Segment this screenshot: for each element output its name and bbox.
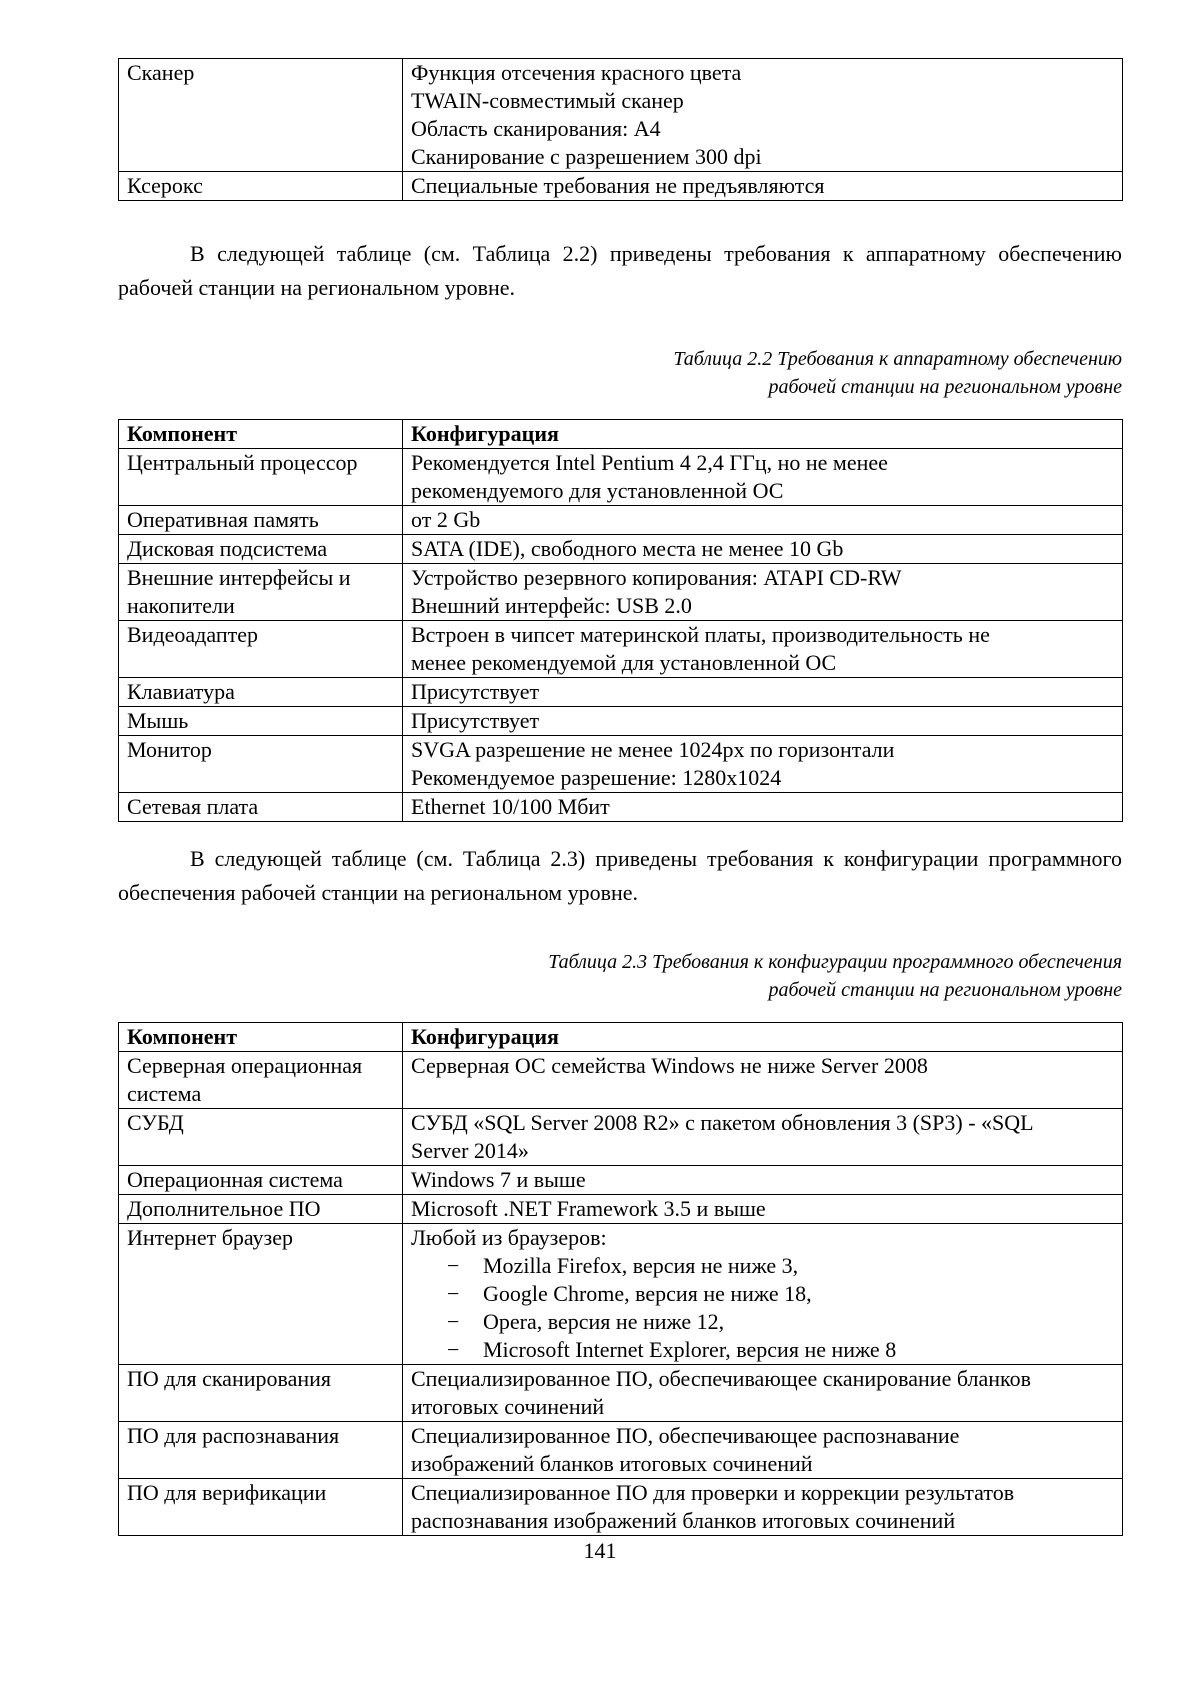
- cell-line: Специализированное ПО для проверки и коррекции результатов: [411, 1480, 1015, 1505]
- cell-line: ПО для сканирования: [127, 1366, 332, 1391]
- config-cell: [403, 1166, 1123, 1195]
- cell-line: ПО для верификации: [127, 1480, 327, 1505]
- config-cell: [403, 1052, 1123, 1109]
- list-item-text: Google Chrome, версия не ниже 18,: [483, 1281, 812, 1306]
- cell-line: Дисковая подсистема: [127, 536, 328, 561]
- cell-line: Дополнительное ПО: [127, 1196, 321, 1221]
- cell-line: Присутствует: [411, 679, 540, 704]
- table-row: [119, 535, 1123, 564]
- cell-line: SATA (IDE), свободного места не менее 10 Gb: [411, 536, 844, 561]
- cell-line: Сканирование с разрешением 300 dpi: [411, 144, 762, 169]
- config-cell: [403, 1365, 1123, 1422]
- cell-line: Оперативная память: [127, 507, 319, 532]
- cell-line: Microsoft .NET Framework 3.5 и выше: [411, 1196, 766, 1221]
- list-item-text: Microsoft Internet Explorer, версия не ниже 8: [483, 1337, 897, 1362]
- cell-line: Монитор: [127, 737, 212, 762]
- cell-line: СУБД «SQL Server 2008 R2» с пакетом обновления 3 (SP3) - «SQL: [411, 1110, 1034, 1135]
- cell-line: менее рекомендуемой для установленной ОС: [411, 650, 837, 675]
- cell-line: Сетевая плата: [127, 794, 259, 819]
- list-item: [411, 1336, 1114, 1364]
- component-cell: [119, 1052, 403, 1109]
- config-cell: [403, 1224, 1123, 1365]
- cell-line: Windows 7 и выше: [411, 1167, 586, 1192]
- component-cell: [119, 707, 403, 736]
- cell-line: Область сканирования: А4: [411, 116, 661, 141]
- config-cell: [403, 678, 1123, 707]
- table-row: [119, 1365, 1123, 1422]
- table-row: [119, 1052, 1123, 1109]
- config-cell: [403, 506, 1123, 535]
- cell-line: Центральный процессор: [127, 450, 358, 475]
- paragraph-intro-table-2-3: В следующей таблице (см. Таблица 2.3) приведены требования к конфигурации программного обеспечения рабочей станции на региональном уровне.: [118, 846, 1122, 905]
- cell-line: изображений бланков итоговых сочинений: [411, 1451, 813, 1476]
- dash-bullet: −: [447, 1309, 460, 1334]
- cell-line: система: [127, 1081, 202, 1106]
- caption-line: Таблица 2.2 Требования к аппаратному обеспечению: [673, 348, 1122, 370]
- cell-line: SVGA разрешение не менее 1024px по горизонтали: [411, 737, 895, 762]
- config-cell: [403, 1422, 1123, 1479]
- table-row: [119, 1109, 1123, 1166]
- table-row: [119, 793, 1123, 822]
- config-cell: [403, 707, 1123, 736]
- table-2-2-hardware: [118, 419, 1123, 822]
- caption-line: рабочей станции на региональном уровне: [768, 979, 1122, 1001]
- table-row: [119, 1224, 1123, 1365]
- list-item-text: Opera, версия не ниже 12,: [483, 1309, 725, 1334]
- component-cell: [119, 449, 403, 506]
- component-cell: [119, 621, 403, 678]
- list-item: [411, 1280, 1114, 1308]
- component-cell: [119, 1422, 403, 1479]
- cell-line: рекомендуемого для установленной ОС: [411, 478, 784, 503]
- table-row: [119, 506, 1123, 535]
- component-cell: [119, 736, 403, 793]
- dash-bullet: −: [447, 1253, 460, 1278]
- cell-line: СУБД: [127, 1110, 184, 1135]
- cell-line: Рекомендуемое разрешение: 1280x1024: [411, 765, 782, 790]
- config-cell: [403, 449, 1123, 506]
- table-header-row: [119, 420, 1123, 449]
- cell-line: накопители: [127, 593, 235, 618]
- header-config: Конфигурация: [403, 420, 1123, 449]
- cell-text: Сканер: [127, 60, 195, 85]
- table-2-2-caption: [118, 345, 1122, 401]
- cell-line: Серверная ОС семейства Windows не ниже Server 2008: [411, 1053, 928, 1078]
- component-cell: [119, 678, 403, 707]
- component-cell: [119, 1166, 403, 1195]
- table-row: [119, 678, 1123, 707]
- config-cell: [403, 535, 1123, 564]
- list-item-text: Mozilla Firefox, версия не ниже 3,: [483, 1253, 799, 1278]
- component-cell: [119, 535, 403, 564]
- browser-list: [411, 1252, 1114, 1364]
- cell-line: Серверная операционная: [127, 1053, 363, 1078]
- page-number: 141: [583, 1538, 617, 1563]
- table-row: [119, 1479, 1123, 1536]
- table-row: [119, 449, 1123, 506]
- config-cell: [403, 736, 1123, 793]
- cell-line: распознавания изображений бланков итоговых сочинений: [411, 1508, 956, 1533]
- cell-line: Рекомендуется Intel Pentium 4 2,4 ГГц, но не менее: [411, 450, 888, 475]
- cell-line: Внешний интерфейс: USB 2.0: [411, 593, 692, 618]
- cell-line: Специализированное ПО, обеспечивающее распознавание: [411, 1423, 960, 1448]
- cell-line: TWAIN-совместимый сканер: [411, 88, 684, 113]
- table-2-3-caption: [118, 948, 1122, 1004]
- cell-line: Функция отсечения красного цвета: [411, 60, 742, 85]
- table-row: [119, 1195, 1123, 1224]
- list-item: [411, 1308, 1114, 1336]
- dash-bullet: −: [447, 1281, 460, 1306]
- component-cell: [119, 564, 403, 621]
- component-cell: [119, 59, 403, 172]
- component-cell: [119, 1479, 403, 1536]
- cell-line: Server 2014»: [411, 1138, 529, 1163]
- cell-line: Внешние интерфейсы и: [127, 565, 351, 590]
- cell-line: от 2 Gb: [411, 507, 481, 532]
- cell-line: Устройство резервного копирования: ATAPI CD-RW: [411, 565, 902, 590]
- table-row: [119, 736, 1123, 793]
- cell-line: Операционная система: [127, 1167, 343, 1192]
- table-row: [119, 621, 1123, 678]
- cell-line: Специальные требования не предъявляются: [411, 173, 825, 198]
- header-component: Компонент: [119, 420, 403, 449]
- table-header-row: [119, 1023, 1123, 1052]
- cell-line: Присутствует: [411, 708, 540, 733]
- cell-line: итоговых сочинений: [411, 1394, 605, 1419]
- component-cell: [119, 793, 403, 822]
- table-row: [119, 59, 1123, 172]
- table-row: [119, 172, 1123, 201]
- table-2-3-software: [118, 1022, 1123, 1536]
- cell-line: Встроен в чипсет материнской платы, производительность не: [411, 622, 990, 647]
- list-item: [411, 1252, 1114, 1280]
- table-row: [119, 564, 1123, 621]
- cell-line: Ethernet 10/100 Мбит: [411, 794, 610, 819]
- table-row: [119, 1422, 1123, 1479]
- cell-line: Мышь: [127, 708, 189, 733]
- component-cell: [119, 1365, 403, 1422]
- config-cell: [403, 564, 1123, 621]
- config-cell: [403, 1195, 1123, 1224]
- component-cell: [119, 1109, 403, 1166]
- paragraph-intro-table-2-2: В следующей таблице (см. Таблица 2.2) приведены требования к аппаратному обеспечению рабочей станции на региональном уровне.: [118, 241, 1122, 300]
- config-cell: [403, 1479, 1123, 1536]
- cell-line: Видеоадаптер: [127, 622, 258, 647]
- cell-line: ПО для распознавания: [127, 1423, 340, 1448]
- component-cell: [119, 1195, 403, 1224]
- component-cell: [119, 506, 403, 535]
- config-cell: [403, 59, 1123, 172]
- cell-line: Клавиатура: [127, 679, 235, 704]
- caption-line: Таблица 2.3 Требования к конфигурации программного обеспечения: [548, 951, 1122, 973]
- table-row: [119, 1166, 1123, 1195]
- cell-text: Ксерокс: [127, 173, 203, 198]
- document-page: [118, 58, 1122, 1536]
- header-config: Конфигурация: [403, 1023, 1123, 1052]
- config-cell: [403, 621, 1123, 678]
- component-cell: [119, 1224, 403, 1365]
- cell-line: Интернет браузер: [127, 1225, 293, 1250]
- cell-line: Специализированное ПО, обеспечивающее сканирование бланков: [411, 1366, 1031, 1391]
- table-row: [119, 707, 1123, 736]
- caption-line: рабочей станции на региональном уровне: [768, 376, 1122, 398]
- config-cell: [403, 172, 1123, 201]
- header-component: Компонент: [119, 1023, 403, 1052]
- dash-bullet: −: [447, 1337, 460, 1362]
- component-cell: [119, 172, 403, 201]
- config-cell: [403, 793, 1123, 822]
- cell-line: Любой из браузеров:: [411, 1225, 607, 1250]
- table-prev-continuation: [118, 58, 1123, 201]
- config-cell: [403, 1109, 1123, 1166]
